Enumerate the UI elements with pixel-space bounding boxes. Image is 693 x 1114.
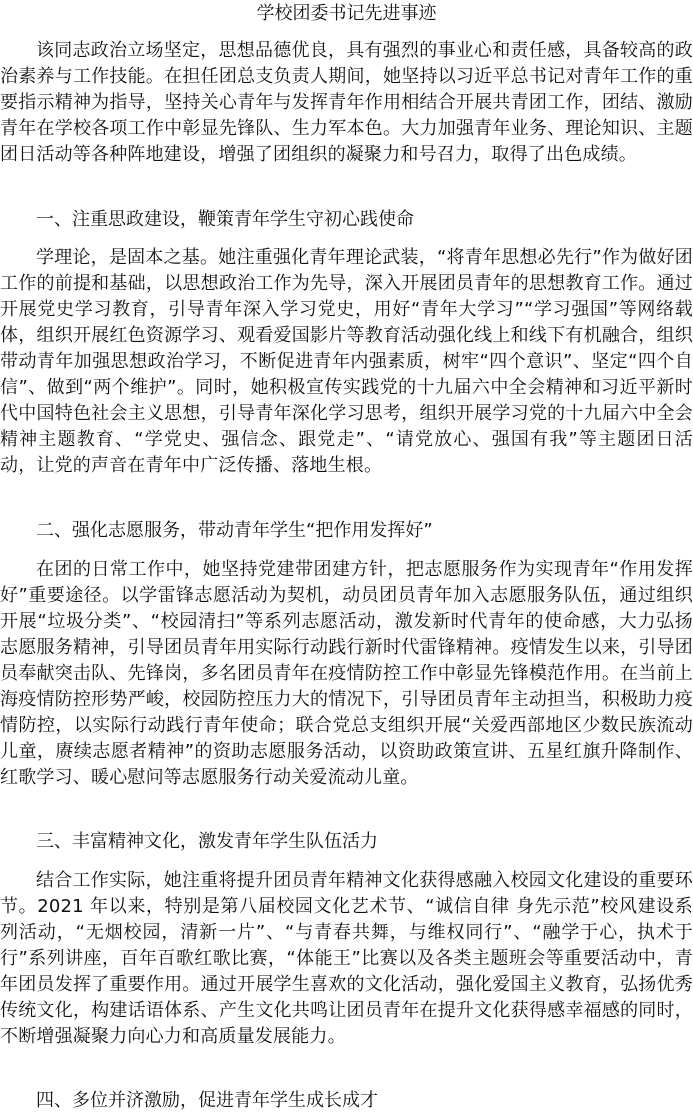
section-1-paragraph: 学理论，是固本之基。她注重强化青年理论武装，“将青年思想必先行”作为做好团工作的前提和基础，以思想政治工作为先导，深入开展团员青年的思想教育工作。通过开展党史学习教育，引导青年深入学习党史，用好“青年大学习”“学习强国”等网络载体，组织开展红色资源学习、观看爱国影片等教育活动强化线上和线下有机融合，组织带动青年加强思想政治学习，不断促进青年内强素质，树牢“四个意识”、坚定“四个自信”、做到“两个维护”。同时，她积极宣传实践党的十九届六中全会精神和习近平新时代中国特色社会主义思想，引导青年深化学习思考，组织开展学习党的十九届六中全会精神主题教育、“学党史、强信念、跟党走”、“请党放心、强国有我”等主题团日活动，让党的声音在青年中广泛传播、落地生根。 — [0, 247, 693, 476]
section-heading-2: 二、强化志愿服务，带动青年学生“把作用发挥好” — [36, 520, 433, 541]
document-title: 学校团委书记先进事迹 — [256, 3, 437, 24]
section-heading-4: 四、多位并济激励，促进青年学生成长成才 — [36, 1090, 378, 1111]
section-heading-1: 一、注重思政建设，鞭策青年学生守初心践使命 — [36, 209, 414, 230]
section-heading-3: 三、丰富精神文化，激发青年学生队伍活力 — [36, 831, 378, 852]
intro-paragraph: 该同志政治立场坚定，思想品德优良，具有强烈的事业心和责任感，具备较高的政治素养与工作技能。在担任团总支负责人期间，她坚持以习近平总书记对青年工作的重要指示精神为指导，坚持关心青年与发挥青年作用相结合开展共青团工作，团结、激励青年在学校各项工作中彰显先锋队、生力军本色。大力加强青年业务、理论知识、主题团日活动等各种阵地建设，增强了团组织的凝聚力和号召力，取得了出色成绩。 — [0, 40, 693, 165]
section-2-paragraph: 在团的日常工作中，她坚持党建带团建方针，把志愿服务作为实现青年“作用发挥好”重要途径。以学雷锋志愿活动为契机，动员团员青年加入志愿服务队伍，通过组织开展“垃圾分类”、“校园清扫”等系列志愿活动，激发新时代青年的使命感，大力弘扬志愿服务精神，引导团员青年用实际行动践行新时代雷锋精神。疫情发生以来，引导团员奉献突击队、先锋岗，多名团员青年在疫情防控工作中彰显先锋模范作用。在当前上海疫情防控形势严峻，校园防控压力大的情况下，引导团员青年主动担当，积极助力疫情防控，以实际行动践行青年使命；联合党总支组织开展“关爱西部地区少数民族流动儿童，赓续志愿者精神”的资助志愿服务活动，以资助政策宣讲、五星红旗升降制作、红歌学习、暖心慰问等志愿服务行动关爱流动儿童。 — [0, 559, 693, 788]
section-3-paragraph: 结合工作实际，她注重将提升团员青年精神文化获得感融入校园文化建设的重要环节。2021 年以来，特别是第八届校园文化艺术节、“诚信自律 身先示范”校风建设系列活动，“无烟校园，清新一片”、“与青春共舞，与维权同行”、“融学于心，执术于行”系列讲座，百年百歌红歌比赛，“体能王”比赛以及各类主题班会等重要活动中，青年团员发挥了重要作用。通过开展学生喜欢的文化活动，强化爱国主义教育，弘扬优秀传统文化，构建话语体系、产生文化共鸣让团员青年在提升文化获得感幸福感的同时，不断增强凝聚力向心力和高质量发展能力。 — [0, 870, 693, 1047]
